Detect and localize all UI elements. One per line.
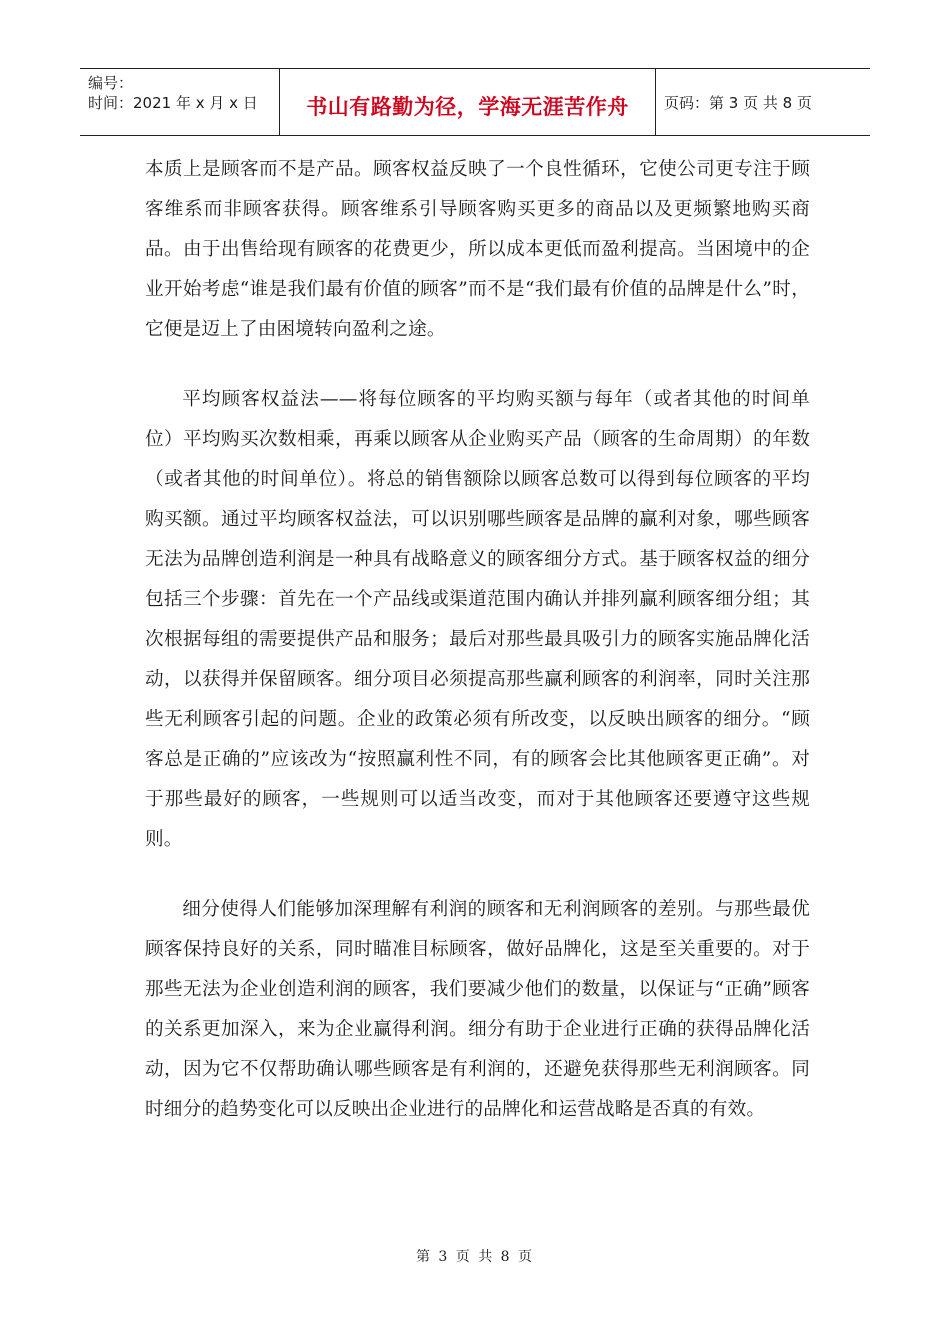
document-date: 时间：2021 年 x 月 x 日: [88, 94, 258, 112]
footer-page-number: 第 3 页 共 8 页: [415, 1249, 535, 1265]
document-header: [80, 68, 870, 136]
header-meta: [80, 69, 280, 135]
document-number-label: 编号：: [88, 74, 134, 92]
body-paragraph: 平均顾客权益法——将每位顾客的平均购买额与每年（或者其他的时间单位）平均购买次数相乘，再乘以顾客从企业购买产品（顾客的生命周期）的年数（或者其他的时间单位）。将总的销售额除以顾客总数可以得到每位顾客的平均购买额。通过平均顾客权益法，可以识别哪些顾客是品牌的赢利对象，哪些顾客无法为品牌创造利润是一种具有战略意义的顾客细分方式。基于顾客权益的细分包括三个步骤：首先在一个产品线或渠道范围内确认并排列赢利顾客细分组；其次根据每组的需要提供产品和服务；最后对那些最具吸引力的顾客实施品牌化活动，以获得并保留顾客。细分项目必须提高那些赢利顾客的利润率，同时关注那些无利顾客引起的问题。企业的政策必须有所改变，以反映出顾客的细分。“顾客总是正确的”应该改为“按照赢利性不同，有的顾客会比其他顾客更正确”。对于那些最好的顾客，一些规则可以适当改变，而对于其他顾客还要遵守这些规则。: [145, 389, 810, 850]
body-paragraph: 细分使得人们能够加深理解有利润的顾客和无利润顾客的差别。与那些最优顾客保持良好的关系，同时瞄准目标顾客，做好品牌化，这是至关重要的。对于那些无法为企业创造利润的顾客，我们要减少他们的数量，以保证与“正确”顾客的关系更加深入，来为企业赢得利润。细分有助于企业进行正确的获得品牌化活动，因为它不仅帮助确认哪些顾客是有利润的，还避免获得那些无利润顾客。同时细分的趋势变化可以反映出企业进行的品牌化和运营战略是否真的有效。: [145, 899, 810, 1120]
header-motto-cell: [280, 69, 656, 135]
header-page-code: [656, 69, 870, 135]
body-paragraph: 本质上是顾客而不是产品。顾客权益反映了一个良性循环，它使公司更专注于顾客维系而非顾客获得。顾客维系引导顾客购买更多的商品以及更频繁地购买商品。由于出售给现有顾客的花费更少，所以成本更低而盈利提高。当困境中的企业开始考虑“谁是我们最有价值的顾客”而不是“我们最有价值的品牌是什么”时，它便是迈上了由困境转向盈利之途。: [145, 159, 810, 340]
header-motto: 书山有路勤为径，学海无涯苦作舟: [306, 95, 629, 119]
page-footer: [0, 1246, 950, 1266]
page-code-text: 页码：第 3 页 共 8 页: [664, 93, 812, 112]
document-body: [145, 150, 810, 1160]
